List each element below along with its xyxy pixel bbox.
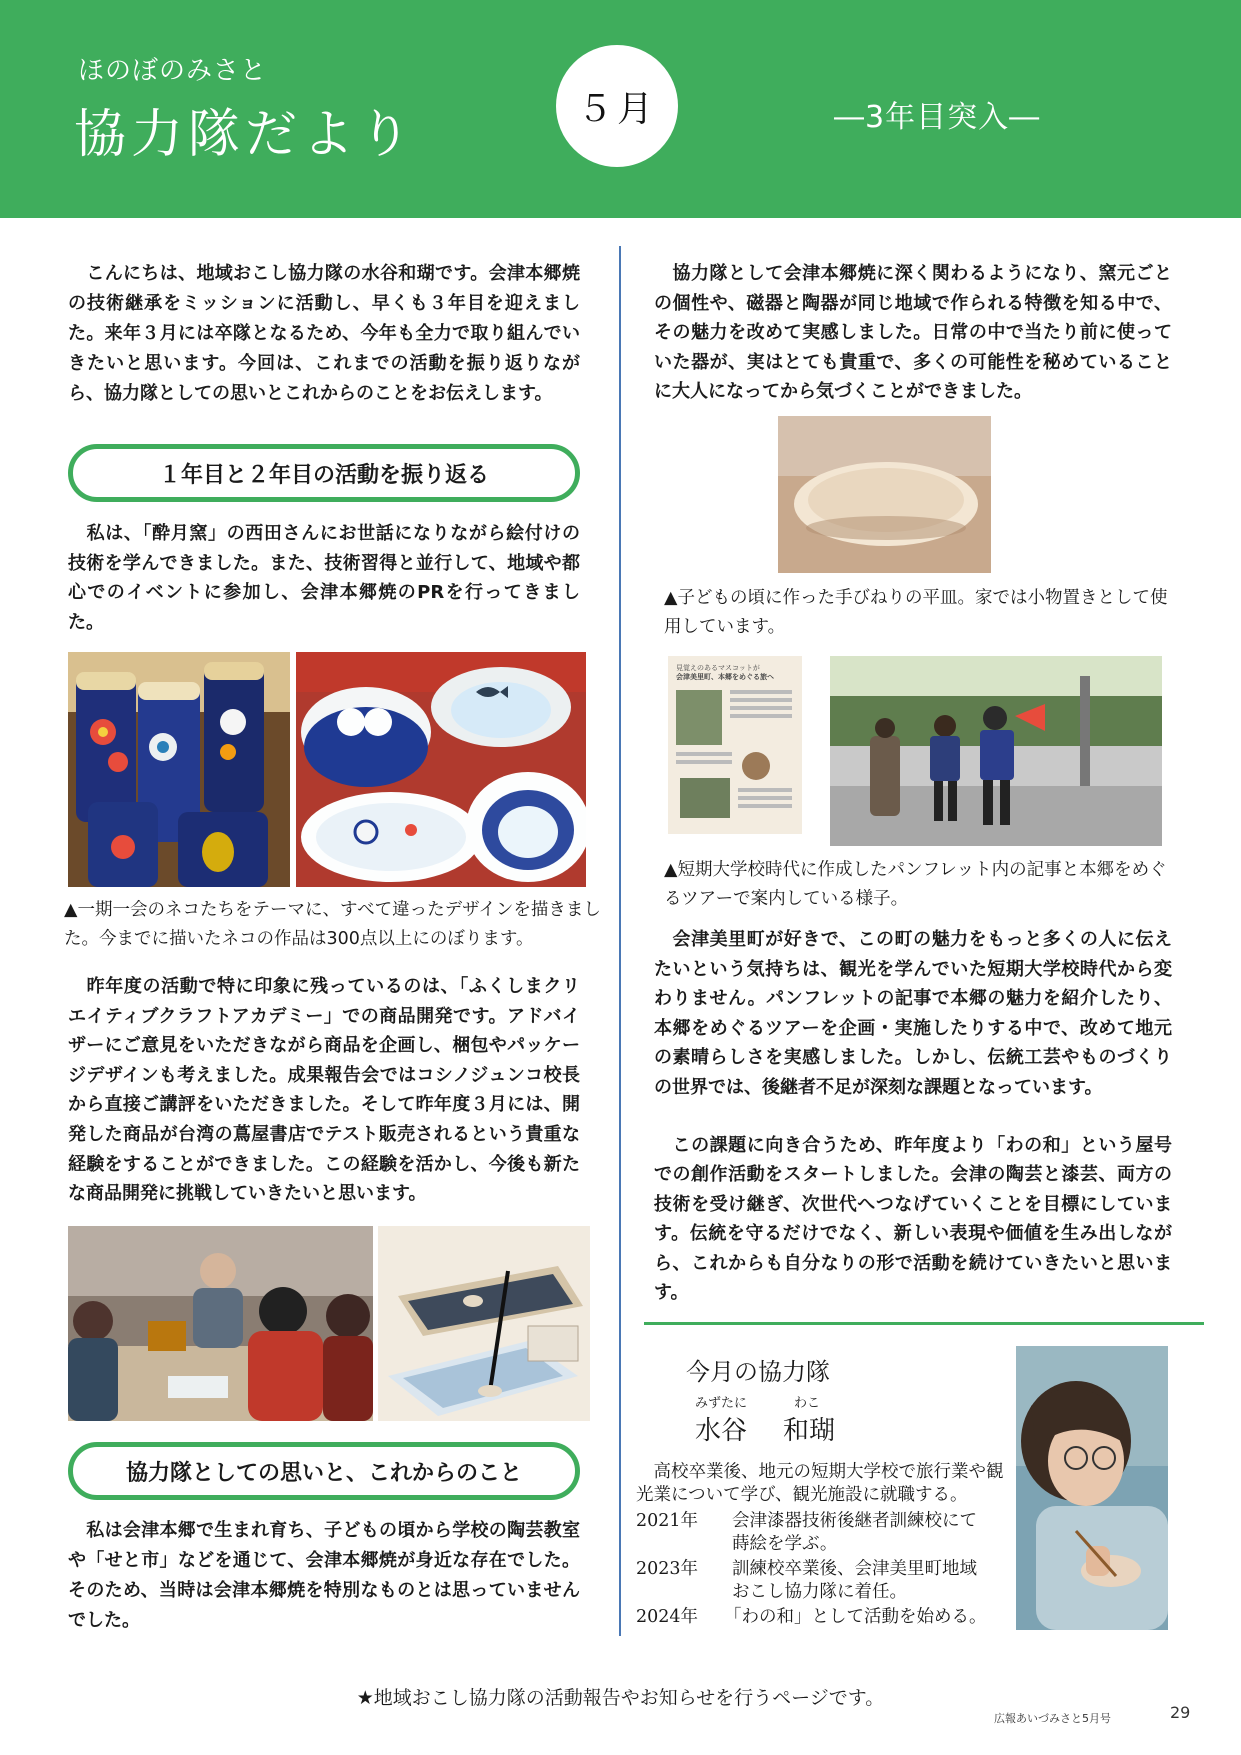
photo-workshop-image	[68, 1226, 373, 1421]
footer-note: ★地域おこし協力隊の活動報告やお知らせを行うページです。	[356, 1687, 885, 1709]
header-title: 協力隊だより	[74, 105, 417, 165]
right-paragraph-1: 協力隊として会津本郷焼に深く関わるようになり、窯元ごとの個性や、磁器と陶器が同じ地域で作られる特徴を知る中で、その魅力を改めて実感しました。日常の中で当たり前に使っていた器が、実はとても貴重で、多くの可能性を秘めていることに大人になってから気づくことができました。	[654, 263, 1172, 402]
photo-cat-bowls-image	[296, 652, 586, 887]
photo-incense-tray	[378, 1226, 590, 1421]
timeline-text	[732, 1558, 977, 1604]
timeline-row	[636, 1558, 1016, 1604]
header-tagline: ―3年目突入―	[834, 100, 1041, 135]
photo-workshop	[68, 1226, 373, 1421]
header-subtitle: ほのぼのみさと	[78, 56, 268, 86]
profile-photo	[1016, 1346, 1168, 1630]
column-divider	[619, 246, 621, 1636]
profile-bio-intro: 高校卒業後、地元の短期大学校で旅行業や観光業について学び、観光施設に就職する。	[636, 1462, 1004, 1505]
profile-divider	[644, 1322, 1204, 1325]
photo-tour-guide	[830, 656, 1162, 846]
photo-cat-cups-image	[68, 652, 290, 887]
cats-caption: ▲一期一会のネコたちをテーマに、すべて違ったデザインを描きました。今までに描いたネコの作品は300点以上にのぼります。	[64, 900, 601, 949]
section-heading-1-text: １年目と２年目の活動を振り返る	[158, 461, 489, 488]
photo-handmade-plate-image	[778, 416, 991, 573]
photo-cat-bowls	[296, 652, 586, 887]
plate-caption: ▲子どもの頃に作った手びねりの平皿。家では小物置きとして使用しています。	[664, 588, 1168, 637]
profile-heading: 今月の協力隊	[686, 1358, 830, 1386]
section-heading-2-text: 協力隊としての思いと、これからのこと	[125, 1459, 522, 1486]
pamphlet-line-2: 会津美里町、本郷をめぐる旅へ	[676, 673, 774, 681]
header-banner	[0, 0, 1241, 218]
month-label: ５月	[576, 88, 657, 130]
pamphlet-line-1: 見覚えのあるマスコットが	[676, 664, 760, 672]
section-heading-1	[68, 444, 580, 502]
family-name: 水谷	[695, 1416, 748, 1446]
section2-paragraph: 私は会津本郷で生まれ育ち、子どもの頃から学校の陶芸教室や「せと市」などを通じて、会津本郷焼が身近な存在でした。そのため、当時は会津本郷焼を特別なものとは思っていませんでした。	[68, 1520, 580, 1631]
timeline-year: 2023年	[636, 1559, 699, 1579]
timeline-line: おこし協力隊に着任。	[732, 1582, 907, 1602]
tour-caption: ▲短期大学校時代に作成したパンフレット内の記事と本郷をめぐるツアーで案内している様子。	[664, 860, 1167, 909]
timeline-line: 会津漆器技術後継者訓練校にて	[732, 1511, 977, 1531]
right-paragraph-3: この課題に向き合うため、昨年度より「わの和」という屋号での創作活動をスタートしました。会津の陶芸と漆芸、両方の技術を受け継ぎ、次世代へつなげていくことを目標にしています。伝統を守るだけでなく、新しい表現や価値を生み出しながら、これからも自分なりの形で活動を続けていきたいと思います。	[654, 1135, 1172, 1304]
given-name: 和瑚	[783, 1416, 836, 1446]
timeline-year: 2021年	[636, 1511, 699, 1531]
profile-photo-image	[1016, 1346, 1168, 1630]
photo-cat-cups	[68, 652, 290, 887]
pamphlet-layout-image	[668, 656, 802, 834]
photo-tour-guide-image	[830, 656, 1162, 846]
timeline-line: 訓練校卒業後、会津美里町地域	[732, 1559, 977, 1579]
timeline-line: 「わの和」として活動を始める。	[724, 1607, 987, 1627]
intro-paragraph: こんにちは、地域おこし協力隊の水谷和瑚です。会津本郷焼の技術継承をミッションに活動し、早くも３年目を迎えました。来年３月には卒隊となるため、今年も全力で取り組んでいきたいと思います。今回は、これまでの活動を振り返りながら、協力隊としての思いとこれからのことをお伝えします。	[68, 263, 580, 404]
photo-pamphlet	[668, 656, 802, 834]
timeline-text	[732, 1510, 977, 1556]
section1-paragraph-2: 昨年度の活動で特に印象に残っているのは、「ふくしまクリエイティブクラフトアカデミー」での商品開発です。アドバイザーにご意見をいただきながら商品を企画し、梱包やパッケージデザインも考えました。成果報告会ではコシノジュンコ校長から直接ご講評をいただきました。そして昨年度３月には、開発した商品が台湾の蔦屋書店でテスト販売されるという貴重な経験をすることができました。この経験を活かし、今後も新たな商品開発に挑戦していきたいと思います。	[68, 976, 580, 1205]
timeline-line: 蒔絵を学ぶ。	[732, 1534, 838, 1554]
photo-handmade-plate	[778, 416, 991, 573]
section-heading-2	[68, 1442, 580, 1500]
footer-publication: 広報あいづみさと5月号	[994, 1712, 1111, 1725]
timeline-row	[636, 1606, 1016, 1629]
pamphlet-heading	[676, 664, 794, 682]
profile-timeline	[636, 1510, 1016, 1629]
ruby-family: みずたに	[695, 1396, 748, 1411]
right-paragraph-2: 会津美里町が好きで、この町の魅力をもっと多くの人に伝えたいという気持ちは、観光を学んでいた短期大学校時代から変わりません。パンフレットの記事で本郷の魅力を紹介したり、本郷をめぐるツアーを企画・実施したりする中で、改めて地元の素晴らしさを実感しました。しかし、伝統工芸やものづくりの世界では、後継者不足が深刻な課題となっています。	[654, 929, 1172, 1098]
section1-paragraph: 私は、「酔月窯」の西田さんにお世話になりながら絵付けの技術を学んできました。また、技術習得と並行して、地域や都心でのイベントに参加し、会津本郷焼のPRを行ってきました。	[68, 523, 580, 633]
timeline-row	[636, 1510, 1016, 1556]
photo-incense-tray-image	[378, 1226, 590, 1421]
page-number: 29	[1170, 1703, 1191, 1722]
ruby-given: わこ	[794, 1396, 821, 1411]
month-badge	[556, 45, 678, 167]
timeline-year: 2024年	[636, 1607, 699, 1627]
